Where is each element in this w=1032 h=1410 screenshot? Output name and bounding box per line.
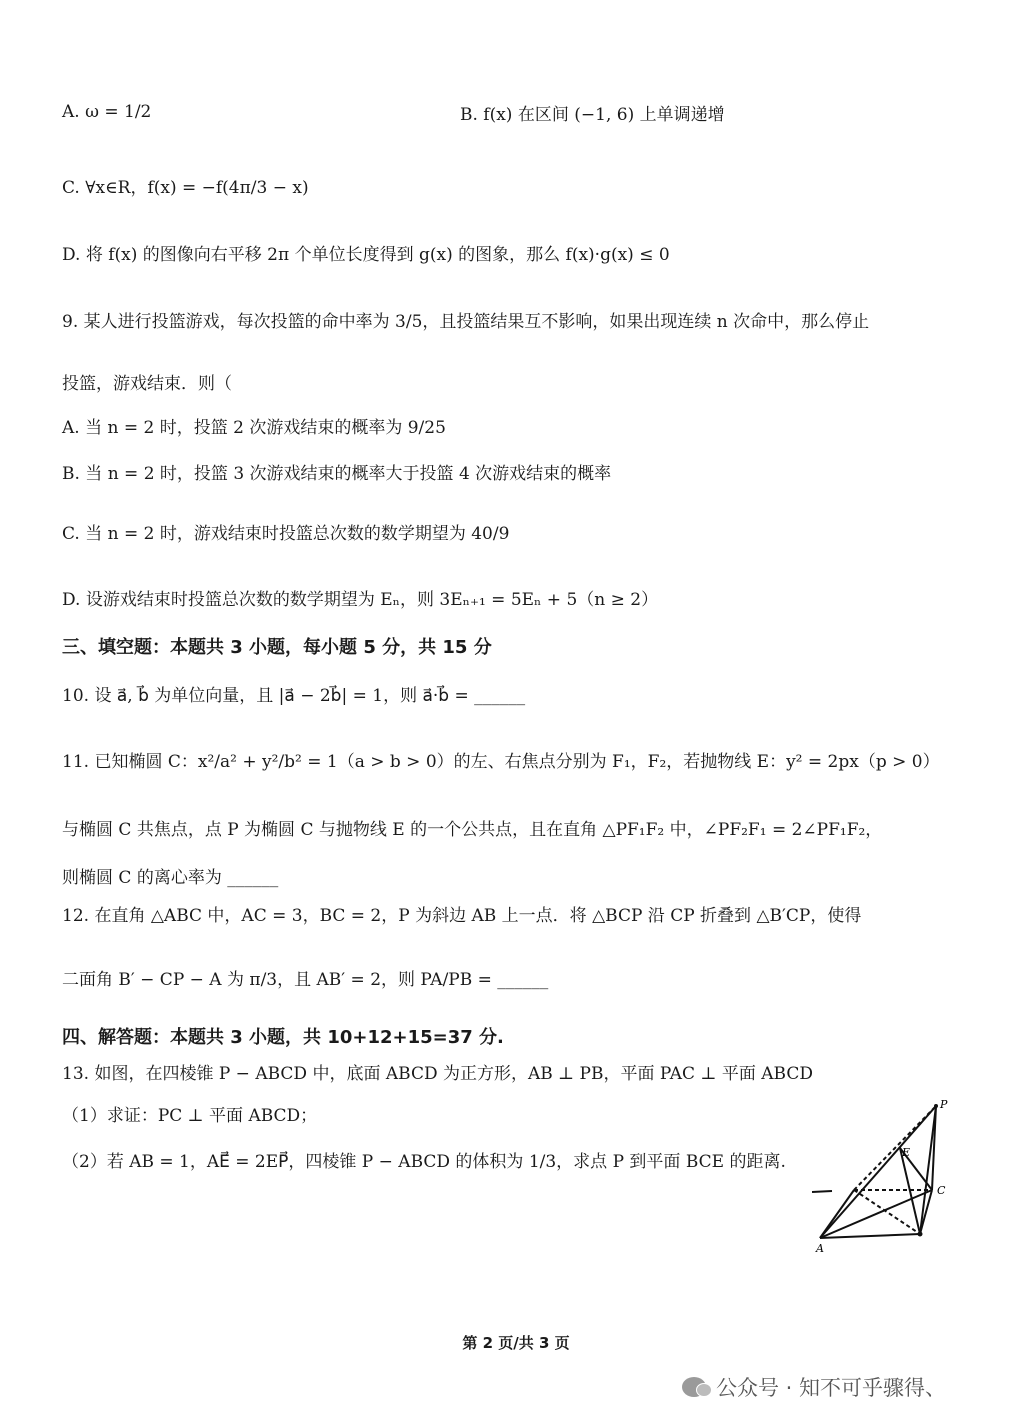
figure-label-c: C [937, 1184, 946, 1197]
q9-option-c: C. 当 n = 2 时，游戏结束时投篮总次数的数学期望为 40/9 [62, 524, 510, 544]
q10: 10. 设 a⃗, b⃗ 为单位向量，且 |a⃗ − 2b⃗| = 1，则 a⃗·b⃗ = ______ [62, 686, 526, 706]
page-footer: 第 2 页/共 3 页 [462, 1334, 570, 1352]
q13-stem: 13. 如图，在四棱锥 P − ABCD 中，底面 ABCD 为正方形，AB ⊥ PB，平面 PAC ⊥ 平面 ABCD [62, 1064, 813, 1084]
q8-option-b: B. f(x) 在区间 (−1, 6) 上单调递增 [460, 105, 725, 125]
q13-part2: （2）若 AB = 1，AE⃗ = 2EP⃗，四棱锥 P − ABCD 的体积为 1/3，求点 P 到平面 BCE 的距离. [62, 1152, 786, 1172]
q11-line1: 11. 已知椭圆 C：x²/a² + y²/b² = 1（a > b > 0）的左、右焦点分别为 F₁，F₂，若抛物线 E：y² = 2px（p > 0） [62, 752, 940, 772]
q9-option-a: A. 当 n = 2 时，投篮 2 次游戏结束的概率为 9/25 [62, 418, 446, 438]
section3-heading: 三、填空题：本题共 3 小题，每小题 5 分，共 15 分 [62, 637, 492, 658]
pyramid-figure [812, 1078, 972, 1258]
figure-label-p: P [940, 1098, 948, 1111]
q8-option-d: D. 将 f(x) 的图像向右平移 2π 个单位长度得到 g(x) 的图象，那么 f(x)·g(x) ≤ 0 [62, 245, 670, 265]
q12-line1: 12. 在直角 △ABC 中，AC = 3，BC = 2，P 为斜边 AB 上一点．将 △BCP 沿 CP 折叠到 △B′CP，使得 [62, 906, 862, 926]
section4-heading: 四、解答题：本题共 3 小题，共 10+12+15=37 分. [62, 1027, 504, 1048]
wechat-icon [682, 1377, 706, 1397]
q9-stem-line2: 投篮，游戏结束．则（ [62, 374, 232, 394]
q11-line2: 与椭圆 C 共焦点，点 P 为椭圆 C 与抛物线 E 的一个公共点，且在直角 △PF₁F₂ 中，∠PF₂F₁ = 2∠PF₁F₂， [62, 820, 883, 840]
q13-part1: （1）求证：PC ⊥ 平面 ABCD； [62, 1106, 318, 1126]
q9-option-d: D. 设游戏结束时投篮总次数的数学期望为 Eₙ，则 3Eₙ₊₁ = 5Eₙ + 5（n ≥ 2） [62, 590, 659, 610]
q9-stem-line1: 9. 某人进行投篮游戏，每次投篮的命中率为 3/5，且投篮结果互不影响，如果出现连续 n 次命中，那么停止 [62, 312, 870, 332]
q8-option-c: C. ∀x∈R，f(x) = −f(4π/3 − x) [62, 178, 309, 198]
figure-label-a: A [816, 1242, 824, 1255]
q11-line3: 则椭圆 C 的离心率为 ______ [62, 868, 279, 888]
figure-label-e: E [902, 1146, 911, 1159]
q12-line2: 二面角 B′ − CP − A 为 π/3，且 AB′ = 2，则 PA/PB = ______ [62, 970, 549, 990]
watermark-text: 公众号 · 知不可乎骤得、 [716, 1376, 947, 1400]
q9-option-b: B. 当 n = 2 时，投篮 3 次游戏结束的概率大于投篮 4 次游戏结束的概率 [62, 464, 612, 484]
q8-option-a: A. ω = 1/2 [62, 102, 152, 122]
watermark [682, 1372, 946, 1402]
